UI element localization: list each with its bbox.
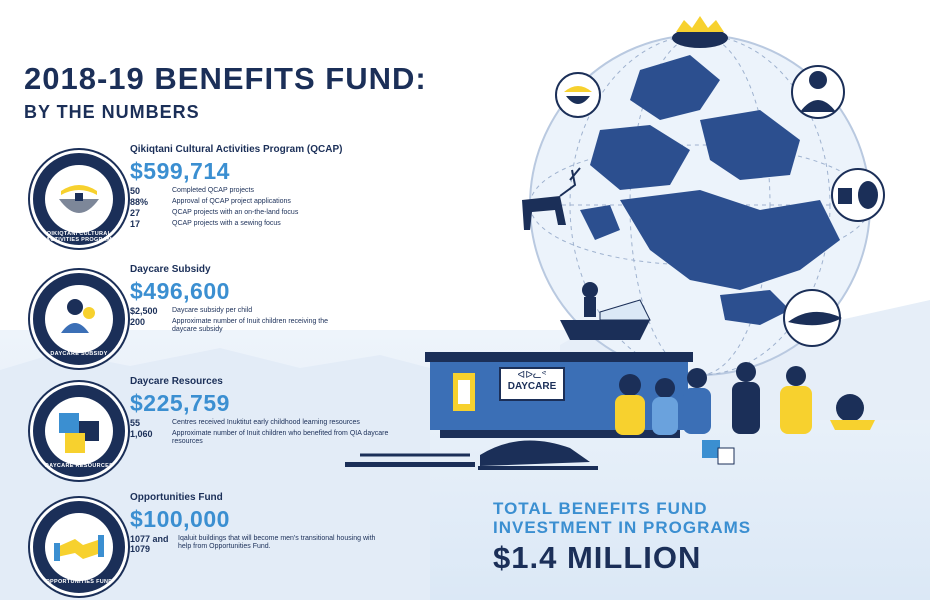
toy-blocks-icon xyxy=(45,397,113,465)
stat-number: 17 xyxy=(130,219,141,229)
stat-description: Completed QCAP projects xyxy=(172,187,254,194)
program-name: Daycare Subsidy xyxy=(130,264,211,275)
parent-child-icon xyxy=(45,285,113,353)
stat-row xyxy=(130,186,420,196)
stat-row xyxy=(130,429,420,446)
badge-caption: QIKIQTANI CULTURAL ACTIVITIES PROGRAM xyxy=(46,231,112,243)
program-name: Opportunities Fund xyxy=(130,492,223,503)
stat-number: 1,060 xyxy=(130,429,153,439)
stat-row xyxy=(130,534,420,554)
stat-description: Approximate number of Inuit children receiving the daycare subsidy xyxy=(172,318,329,333)
family-globe-icon xyxy=(792,66,844,118)
stat-description: Approximate number of Inuit children who benefited from QIA daycare resources xyxy=(172,430,389,445)
page-title-block xyxy=(24,62,427,123)
program-amount: $225,759 xyxy=(130,390,230,416)
stat-row xyxy=(130,219,420,229)
program-details xyxy=(130,264,420,334)
program-details xyxy=(130,144,420,229)
program-badge xyxy=(30,382,128,480)
program-qcap xyxy=(30,144,410,254)
stat-row xyxy=(130,208,420,218)
stat-number: 55 xyxy=(130,418,141,428)
program-name: Daycare Resources xyxy=(130,376,223,387)
program-daycare-resources xyxy=(30,376,410,486)
whale-globe-icon xyxy=(784,290,842,346)
stat-description: Iqaluit buildings that will become men's transitional housing with help from Opportunities Fund. xyxy=(178,535,376,550)
stat-description: Daycare subsidy per child xyxy=(172,307,253,314)
daycare-sign-label: DAYCARE xyxy=(507,381,557,392)
badge-caption: OPPORTUNITIES FUND xyxy=(45,579,113,585)
stat-number: 1077 and 1079 xyxy=(130,534,169,554)
stat-number: 88% xyxy=(130,197,149,207)
stat-row xyxy=(130,306,420,316)
program-amount: $496,600 xyxy=(130,278,230,304)
sewing-globe-icon xyxy=(832,169,884,221)
stat-number: $2,500 xyxy=(130,306,158,316)
program-opportunities-fund xyxy=(30,492,410,602)
stat-number: 27 xyxy=(130,208,141,218)
program-details xyxy=(130,492,420,554)
stat-row xyxy=(130,317,420,334)
handshake-icon xyxy=(45,513,113,581)
stat-description: QCAP projects with a sewing focus xyxy=(172,220,281,227)
program-details xyxy=(130,376,420,446)
total-label-line1: TOTAL BENEFITS FUND xyxy=(493,499,708,518)
program-badge xyxy=(30,270,128,368)
badge-caption: DAYCARE SUBSIDY xyxy=(50,351,108,357)
stat-row xyxy=(130,197,420,207)
daycare-sign xyxy=(500,370,564,392)
daycare-sign-syllabics: ᐊᐅᓚᕝ xyxy=(517,370,547,381)
program-amount: $100,000 xyxy=(130,506,230,532)
stat-number: 200 xyxy=(130,317,146,327)
total-amount: $1.4 MILLION xyxy=(493,540,702,575)
ulu-icon xyxy=(45,165,113,233)
stat-description: Centres received Inuktitut early childhood learning resources xyxy=(172,419,360,426)
page-subtitle: BY THE NUMBERS xyxy=(24,102,200,122)
program-amount: $599,714 xyxy=(130,158,230,184)
qulliq-lamp-icon xyxy=(672,16,728,48)
stat-description: Approval of QCAP project applications xyxy=(172,198,291,205)
program-badge xyxy=(30,498,128,596)
program-daycare-subsidy xyxy=(30,264,410,374)
page-title: 2018-19 BENEFITS FUND: xyxy=(24,61,427,96)
program-badge xyxy=(30,150,128,248)
stat-row xyxy=(130,418,420,428)
stat-description: QCAP projects with an on-the-land focus xyxy=(172,209,299,216)
program-name: Qikiqtani Cultural Activities Program (QCAP) xyxy=(130,144,343,155)
ulu-globe-icon xyxy=(556,73,600,117)
total-label-line2: INVESTMENT IN PROGRAMS xyxy=(493,518,752,537)
total-investment-block xyxy=(493,499,751,576)
stat-number: 50 xyxy=(130,186,141,196)
badge-caption: DAYCARE RESOURCES xyxy=(44,463,114,469)
